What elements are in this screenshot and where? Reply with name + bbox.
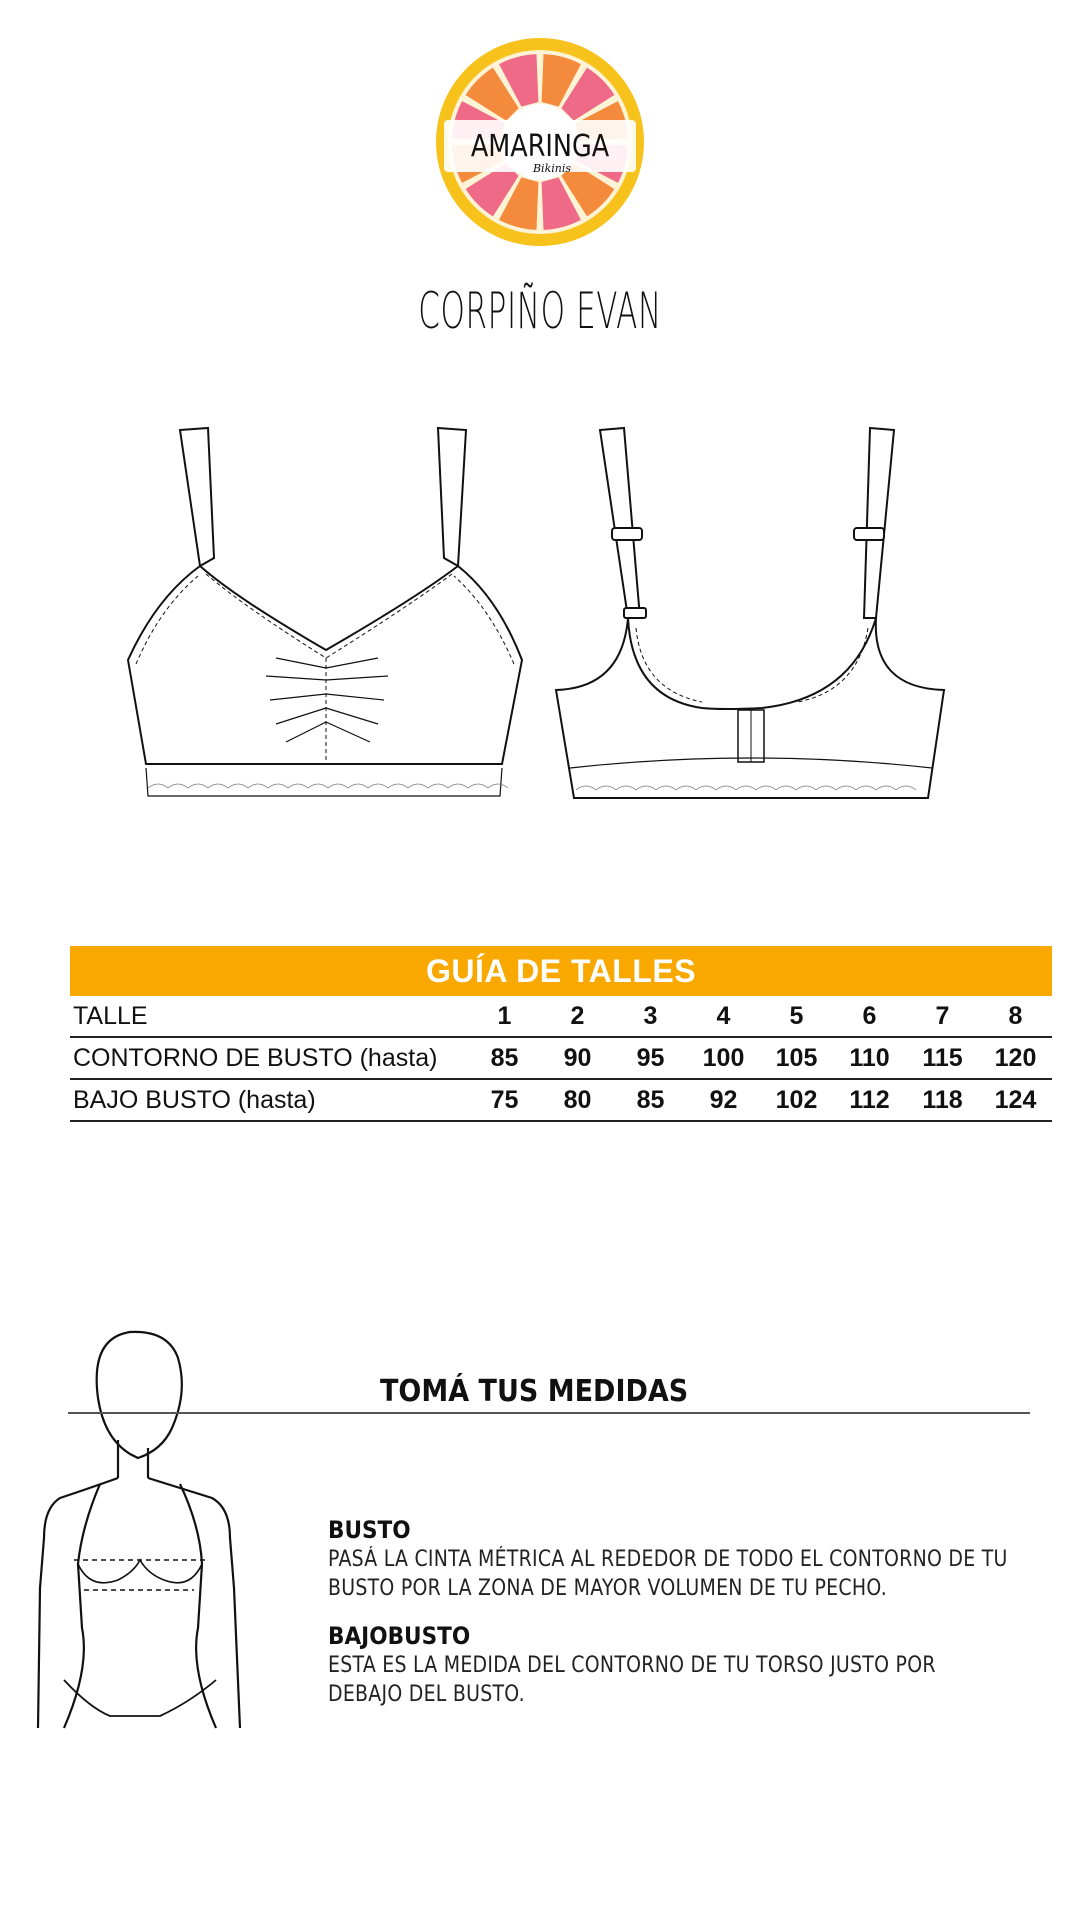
bra-back-illustration bbox=[552, 418, 952, 810]
size-table-row-label: CONTORNO DE BUSTO (hasta) bbox=[70, 1037, 468, 1079]
size-table-cell: 120 bbox=[979, 1037, 1052, 1079]
size-table-cell: 8 bbox=[1008, 1001, 1023, 1030]
size-table-cell: 85 bbox=[614, 1079, 687, 1121]
size-table-cell: 6 bbox=[862, 1001, 877, 1030]
size-table-cell: 1 bbox=[497, 1001, 512, 1030]
size-table-row-label: BAJO BUSTO (hasta) bbox=[70, 1079, 468, 1121]
size-table-cell: 95 bbox=[614, 1037, 687, 1079]
size-table-row bbox=[70, 1079, 1052, 1121]
size-table-cell: 118 bbox=[906, 1079, 979, 1121]
bajobusto-heading: BAJOBUSTO bbox=[328, 1622, 471, 1650]
brand-logo bbox=[432, 34, 648, 250]
body-measure-figure bbox=[30, 1328, 300, 1734]
size-table-cell: 105 bbox=[760, 1037, 833, 1079]
size-table-row bbox=[70, 1037, 1052, 1079]
logo-brand-text: AMARINGA bbox=[470, 127, 610, 164]
size-table-cell: 2 bbox=[570, 1001, 585, 1030]
bra-front-illustration bbox=[126, 418, 526, 810]
size-table-cell: 112 bbox=[833, 1079, 906, 1121]
bajobusto-instructions: ESTA ES LA MEDIDA DEL CONTORNO DE TU TORSO JUSTO POR DEBAJO DEL BUSTO. bbox=[328, 1653, 936, 1707]
size-table-cell: 100 bbox=[687, 1037, 760, 1079]
busto-instructions: PASÁ LA CINTA MÉTRICA AL REDEDOR DE TODO EL CONTORNO DE TU BUSTO POR LA ZONA DE MAYOR VOLUMEN DE TU PECHO. bbox=[328, 1547, 1008, 1601]
size-table-cell: 7 bbox=[935, 1001, 950, 1030]
size-table-cell: 92 bbox=[687, 1079, 760, 1121]
size-table-cell: 5 bbox=[789, 1001, 804, 1030]
size-guide-title: GUÍA DE TALLES bbox=[70, 946, 1052, 996]
size-guide bbox=[70, 946, 1052, 1122]
measure-title: TOMÁ TUS MEDIDAS bbox=[380, 1374, 689, 1409]
size-table-cell: 75 bbox=[468, 1079, 541, 1121]
size-table-cell: 80 bbox=[541, 1079, 614, 1121]
size-table-cell: 85 bbox=[468, 1037, 541, 1079]
size-table-row bbox=[70, 996, 1052, 1037]
size-table-cell: 124 bbox=[979, 1079, 1052, 1121]
size-table bbox=[70, 996, 1052, 1122]
size-table-cell: 102 bbox=[760, 1079, 833, 1121]
busto-heading: BUSTO bbox=[328, 1516, 411, 1544]
size-table-row-label: TALLE bbox=[73, 1001, 148, 1030]
product-title: CORPIÑO EVAN bbox=[418, 282, 662, 340]
size-table-cell: 110 bbox=[833, 1037, 906, 1079]
measure-divider bbox=[68, 1412, 1030, 1414]
size-table-cell: 115 bbox=[906, 1037, 979, 1079]
logo-sub-text: Bikinis bbox=[532, 162, 572, 175]
size-table-cell: 3 bbox=[643, 1001, 658, 1030]
size-table-cell: 90 bbox=[541, 1037, 614, 1079]
size-table-cell: 4 bbox=[716, 1001, 731, 1030]
